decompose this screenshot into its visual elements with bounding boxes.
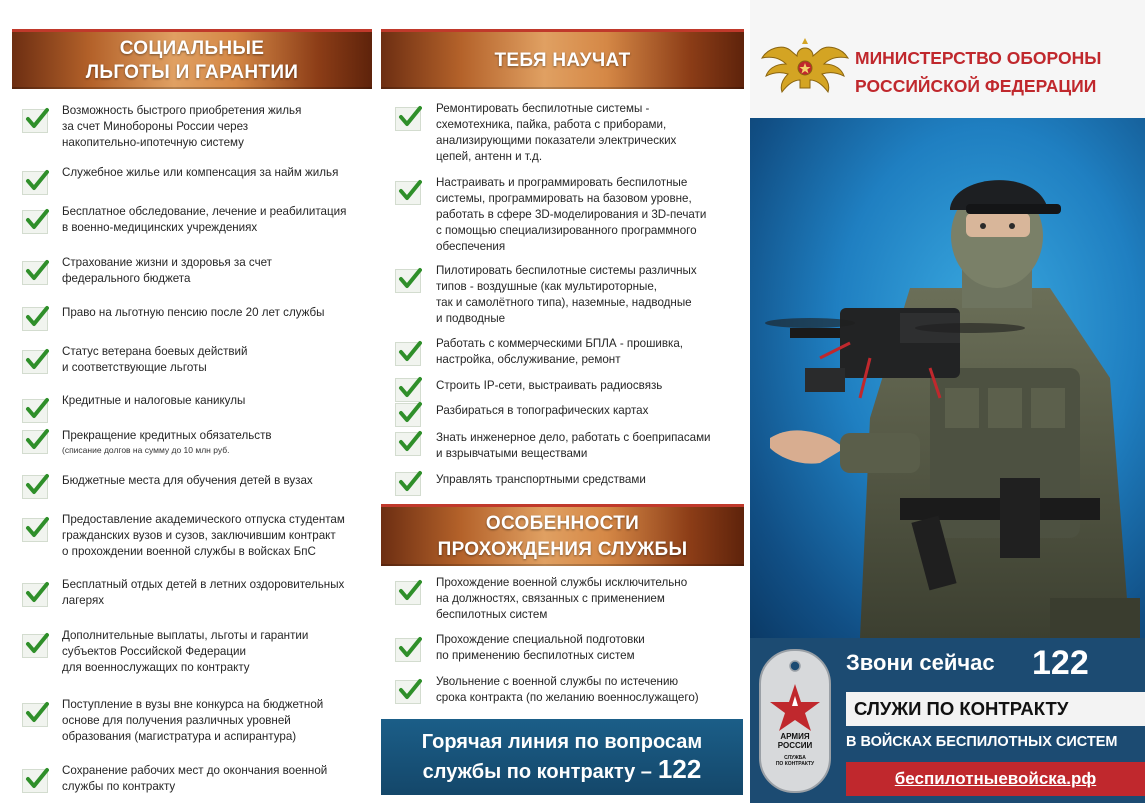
hotline-box [381,719,743,795]
list-item-label: Бюджетные места для обучения детей в вузах [62,474,313,487]
contract-strip [846,692,1145,726]
list-item-label: Прохождение военной службы исключительно на должностях, связанных с применением беспилотных систем [436,576,688,621]
list-item-note: (списание долгов на сумму до 10 млн руб. [62,445,230,455]
list-item-text [62,577,372,609]
list-item-text [62,255,372,287]
list-item-text [436,101,741,165]
list-item-label: Управлять транспортными средствами [436,473,646,486]
features-title-line1: ОСОБЕННОСТИ [485,512,640,534]
hotline-line1: Горячая линия по вопросам [421,730,703,753]
list-item-text [436,472,741,488]
check-icon [395,181,421,205]
list-item-label: Возможность быстрого приобретения жилья за счет Минобороны России через накопительно-ипотечную систему [62,104,302,149]
website-link[interactable] [846,762,1145,796]
list-item-text [436,263,741,327]
list-item-label: Разбираться в топографических картах [436,404,649,417]
contract-cta [750,638,1145,803]
check-icon [22,583,48,607]
list-item-text [436,175,741,255]
list-item-label: Строить IP-сети, выстраивать радиосвязь [436,379,663,392]
check-icon [22,634,48,658]
check-icon [395,432,421,456]
check-icon [395,638,421,662]
check-icon [395,378,421,402]
badge-text [756,732,834,767]
list-item-label: Право на льготную пенсию после 20 лет службы [62,306,325,319]
poster-column [750,0,1145,803]
list-item-text [62,763,372,795]
list-item-label: Поступление в вузы вне конкурса на бюджетной основе для получения различных уровней образования (магистратура и аспирантура) [62,698,324,743]
list-item-text [62,344,372,376]
list-item-label: Знать инженерное дело, работать с боеприпасами и взрывчатыми веществами [436,431,711,460]
list-item-text [62,428,372,456]
list-item-label: Работать с коммерческими БПЛА - прошивка, настройка, обслуживание, ремонт [436,337,684,366]
list-item-label: Статус ветерана боевых действий и соответствующие льготы [62,345,248,374]
check-icon [22,109,48,133]
army-star-tag [756,646,834,796]
check-icon [22,171,48,195]
list-item-text [436,378,741,394]
list-item-text [436,430,741,462]
check-icon [395,107,421,131]
benefits-title-line1: СОЦИАЛЬНЫЕ [119,37,265,59]
list-item-label: Пилотировать беспилотные системы различных типов - воздушные (как мультироторные, так и самолётного типа), наземные, надводные и подводные [436,264,697,325]
check-icon [22,307,48,331]
list-item-label: Бесплатное обследование, лечение и реабилитация в военно-медицинских учреждениях [62,205,347,234]
ministry-line1: МИНИСТЕРСТВО ОБОРОНЫ [855,48,1102,68]
list-item-label: Прекращение кредитных обязательств [62,429,272,442]
list-item-text [436,403,741,419]
troops-label: В ВОЙСКАХ БЕСПИЛОТНЫХ СИСТЕМ [846,734,1118,750]
list-item-label: Дополнительные выплаты, льготы и гарантии субъектов Российской Федерации для военнослужащих по контракту [62,629,309,674]
badge-line4: ПО КОНТРАКТУ [775,761,815,767]
check-icon [395,342,421,366]
list-item-label: Настраивать и программировать беспилотные системы, программировать на базовом уровне, работать в сфере 3D-моделирования и 3D-печати с помощью специализированного программного обеспечения [436,176,707,253]
soldier-illustration [750,118,1145,638]
list-item-label: Сохранение рабочих мест до окончания военной службы по контракту [62,764,328,793]
check-icon [22,475,48,499]
ministry-header [750,0,1145,118]
list-item-label: Кредитные и налоговые каникулы [62,394,246,407]
list-item-text [62,473,372,489]
check-icon [22,769,48,793]
check-icon [395,269,421,293]
list-item-text [436,336,741,368]
badge-line2: РОССИИ [777,741,813,750]
ministry-title [855,44,1101,100]
list-item-label: Ремонтировать беспилотные системы - схемотехника, пайка, работа с приборами, анализирующими показатели электрических цепей, антенн и т.д. [436,102,677,163]
list-item-text [62,393,372,409]
ministry-line2: РОССИЙСКОЙ ФЕДЕРАЦИИ [855,76,1097,96]
hotline-number: 122 [657,753,702,784]
check-icon [22,399,48,423]
skills-banner [381,29,744,89]
check-icon [22,210,48,234]
website-link-text[interactable]: беспилотныевойска.рф [894,769,1097,788]
soldier-with-drone-photo [750,118,1145,638]
list-item-label: Бесплатный отдых детей в летних оздоровительных лагерях [62,578,345,607]
check-icon [22,703,48,727]
check-icon [395,581,421,605]
check-icon [22,518,48,542]
list-item-text [62,697,372,745]
contract-label: СЛУЖИ ПО КОНТРАКТУ [854,698,1069,719]
list-item-text [436,632,741,664]
benefits-banner [12,29,372,89]
list-item-label: Увольнение с военной службы по истечению срока контракта (по желанию военнослужащего) [436,675,699,704]
features-title-line2: ПРОХОЖДЕНИЯ СЛУЖБЫ [437,538,688,560]
call-now-label: Звони сейчас [846,650,995,675]
list-item-text [62,204,372,236]
list-item-text [62,305,372,321]
check-icon [395,403,421,427]
benefits-title-line2: ЛЬГОТЫ И ГАРАНТИИ [85,61,299,83]
call-now-number: 122 [1032,644,1089,682]
list-item-label: Служебное жилье или компенсация за найм жилья [62,166,339,179]
list-item-text [436,575,741,623]
list-item-text [436,674,741,706]
check-icon [22,430,48,454]
list-item-label: Прохождение специальной подготовки по применению беспилотных систем [436,633,645,662]
list-item-label: Предоставление академического отпуска студентам гражданских вузов и сузов, заключившим контракт о прохождении военной службы в войсках БпС [62,513,345,558]
double-headed-eagle-emblem [760,36,850,100]
list-item-text [62,103,372,151]
check-icon [22,350,48,374]
list-item-text [62,628,372,676]
check-icon [22,261,48,285]
list-item-label: Страхование жизни и здоровья за счет федерального бюджета [62,256,272,285]
check-icon [395,472,421,496]
check-icon [395,680,421,704]
badge-line1: АРМИЯ [780,732,810,741]
hotline-line2: службы по контракту – [422,760,652,783]
badge-line3: СЛУЖБА [784,755,806,761]
skills-title: ТЕБЯ НАУЧАТ [494,49,631,71]
hotline-line2-row [422,753,702,786]
list-item-text [62,512,372,560]
list-item-text [62,165,372,181]
features-banner [381,504,744,566]
